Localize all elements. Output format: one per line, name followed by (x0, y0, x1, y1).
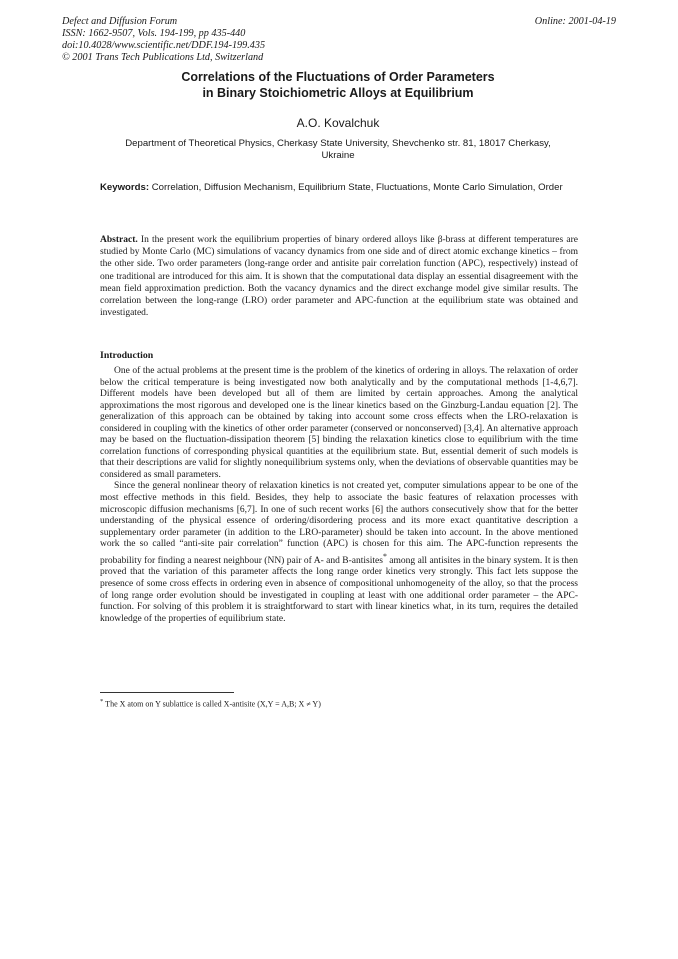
introduction-paragraph-2-part-1: Since the general nonlinear theory of relaxation kinetics is not created yet, computer simulations appear to be one of the most effective methods in this field. Besides, they help to associate the basic features of relaxation processes with microscopic diffusion mechanisms [6,7]. In one of such recent works [6] the authors consecutively show that for the better understanding of the physical essence of ordering/disordering process and its more exact quantitative description a supplementary order parameter (in addition to the LRO-parameter) should be taken into account. In the above mentioned work the so called “anti-site pair correlation” function (APC) is chosen for this aim. The APC-function represents the probability for finding a nearest neighbour (NN) pair of A- and B-antisites (100, 481, 578, 566)
footnote-reference-mark: * (382, 551, 387, 561)
footnote (100, 697, 578, 710)
introduction-paragraph-2-part-2: among all antisites in the binary system. It is then proved that the variation of this parameter affects the long range order kinetics very strongly. This fact lets suppose the presence of some cross effects in ordering even in absence of compositional unhomogeneity of the alloy, so that the process of long range order evolution should be investigated in coupling at least with one additional order parameter – the APC-function. For solving of this problem it is straightforward to start with linear kinetics what, in its turn, requires the detailed knowledge of the properties of equilibrium state. (100, 555, 578, 624)
keywords (100, 182, 578, 194)
journal-copyright: © 2001 Trans Tech Publications Ltd, Switzerland (62, 52, 264, 63)
keywords-text: Correlation, Diffusion Mechanism, Equilibrium State, Fluctuations, Monte Carlo Simulation, Order (151, 182, 563, 193)
introduction-paragraph-2 (100, 481, 578, 625)
online-date: Online: 2001-04-19 (534, 16, 616, 27)
paper-title-line-1: Correlations of the Fluctuations of Order Parameters (181, 70, 495, 84)
introduction-body (100, 366, 578, 625)
journal-name: Defect and Diffusion Forum (62, 16, 178, 27)
journal-doi: doi:10.4028/www.scientific.net/DDF.194-199.435 (62, 40, 266, 51)
introduction-heading: Introduction (100, 350, 154, 361)
introduction-paragraph-1: One of the actual problems at the present time is the problem of the kinetics of ordering in alloys. The relaxation of order below the critical temperature is being investigated now both analytically and by the computational methods [1-4,6,7]. Different models have been developed but all of them are limited by certain approaches. Among the analytical approximations the most rigorous and developed one is the linear kinetics based on the Ginzburg-Landau equation [2]. The generalization of this approach can be obtained by taking into account some cross effects when the LRO-relaxation is considered in coupling with the kinetics of other order parameter (conserved or nonconserved) [3,4]. An alternative approach may be based on the fluctuation-dissipation theorem [5] binding the relaxation kinetics close to equilibrium with the time correlation functions of corresponding physical quantities at the equilibrium state. But, essential demerit of such models is that their descriptions are valid for slightly nonequilibrium systems only, when the deviations of observable quantities may be considered as small parameters. (100, 366, 578, 480)
paper-title-line-2: in Binary Stoichiometric Alloys at Equilibrium (202, 86, 474, 100)
author-affiliation: Department of Theoretical Physics, Cherkasy State University, Shevchenko str. 81, 18017 Cherkasy, Ukraine (125, 138, 551, 161)
abstract (100, 234, 578, 319)
abstract-label: Abstract. (100, 235, 138, 245)
abstract-text: In the present work the equilibrium properties of binary ordered alloys like β-brass at different temperatures are studied by Monte Carlo (MC) simulations of vacancy dynamics from one side and of direct atomic exchange kinetics – from the other side. Two order parameters (long-range order and antisite pair correlation function (APC), respectively) instead of one traditional are introduced for this aim. It is shown that the computational data display an essential disagreement with the mean field approximation prediction. Both the vacancy dynamics and the direct exchange model give similar results. The correlation between the long-range (LRO) order parameter and APC-function at the equilibrium state was obtained and investigated. (100, 235, 578, 319)
footnote-rule (100, 692, 234, 693)
footnote-text: The X atom on Y sublattice is called X-antisite (X,Y = A,B; X ≠ Y) (103, 699, 321, 709)
paper-title (62, 69, 614, 101)
author-name: A.O. Kovalchuk (296, 116, 380, 130)
footnote-mark: * (100, 698, 104, 705)
journal-issn: ISSN: 1662-9507, Vols. 194-199, pp 435-440 (62, 28, 246, 39)
keywords-label: Keywords: (100, 182, 150, 193)
